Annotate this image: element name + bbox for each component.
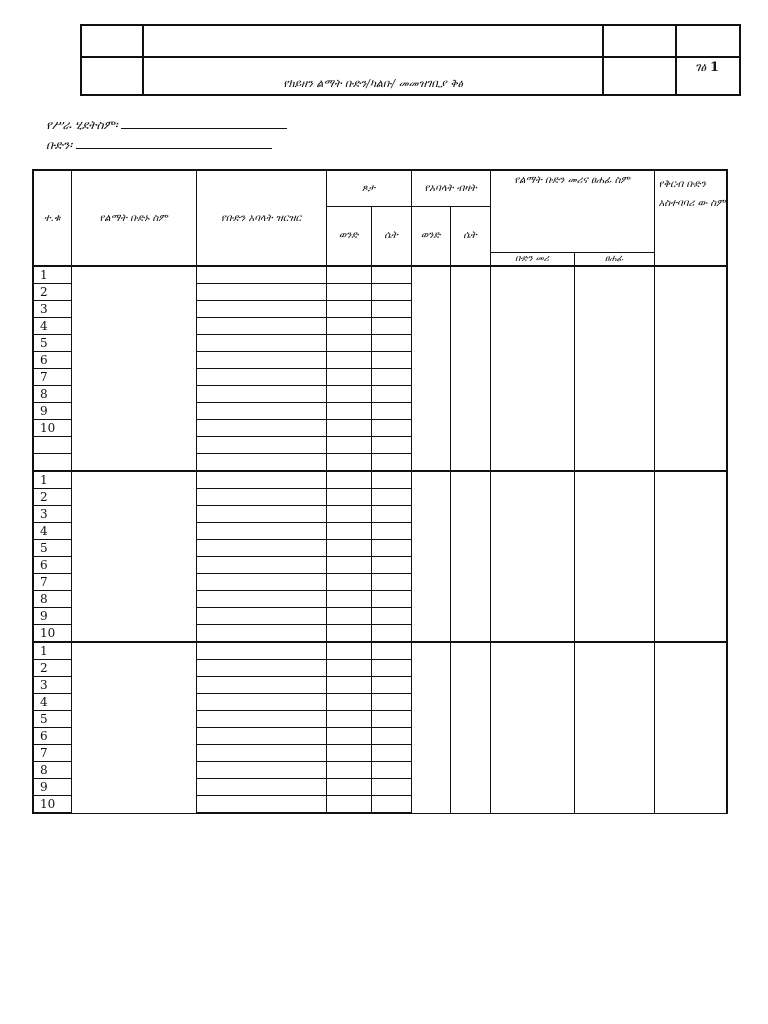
sex-male-cell[interactable] xyxy=(326,352,371,369)
sex-female-cell[interactable] xyxy=(371,403,411,420)
sex-female-cell[interactable] xyxy=(371,796,411,814)
member-name-cell[interactable] xyxy=(196,335,326,352)
secretary-cell[interactable] xyxy=(574,471,654,642)
member-name-cell[interactable] xyxy=(196,386,326,403)
member-name-cell[interactable] xyxy=(196,608,326,625)
sex-male-cell[interactable] xyxy=(326,728,371,745)
sex-male-cell[interactable] xyxy=(326,694,371,711)
secretary-cell[interactable] xyxy=(574,642,654,813)
sex-female-cell[interactable] xyxy=(371,352,411,369)
col-header-members-list: የቡድን አባላት ዝርዝር xyxy=(196,170,326,266)
sex-female-cell[interactable] xyxy=(371,386,411,403)
header-page-cell xyxy=(676,57,740,95)
sex-male-cell[interactable] xyxy=(326,762,371,779)
header-title-cell xyxy=(143,57,603,95)
col-header-team-name: የልማት ቡድኑ ስም xyxy=(71,170,196,266)
sex-male-cell[interactable] xyxy=(326,557,371,574)
sex-female-cell[interactable] xyxy=(371,591,411,608)
sex-female-cell[interactable] xyxy=(371,728,411,745)
sex-female-cell[interactable] xyxy=(371,694,411,711)
sex-female-cell[interactable] xyxy=(371,660,411,677)
row-number-cell[interactable]: 4 xyxy=(33,694,71,711)
row-number-cell[interactable]: 1 xyxy=(33,266,71,284)
sex-female-cell[interactable] xyxy=(371,523,411,540)
row-number-cell[interactable]: 4 xyxy=(33,523,71,540)
sex-female-cell[interactable] xyxy=(371,301,411,318)
page-number: 1 xyxy=(709,60,719,75)
col-header-secretary: ፀሐፊ xyxy=(574,252,654,266)
secretary-cell[interactable] xyxy=(574,266,654,471)
team-name-cell[interactable] xyxy=(71,642,196,813)
sex-female-cell[interactable] xyxy=(371,779,411,796)
row-number-cell[interactable] xyxy=(33,437,71,454)
col-header-sex-male: ወንድ xyxy=(326,206,371,266)
row-number-cell[interactable]: 8 xyxy=(33,386,71,403)
table-row xyxy=(33,642,727,660)
sex-female-cell[interactable] xyxy=(371,489,411,506)
row-number-cell[interactable]: 7 xyxy=(33,369,71,386)
table-row xyxy=(33,266,727,284)
row-number-cell[interactable]: 2 xyxy=(33,660,71,677)
member-name-cell[interactable] xyxy=(196,796,326,814)
member-name-cell[interactable] xyxy=(196,557,326,574)
sex-male-cell[interactable] xyxy=(326,284,371,301)
sex-male-cell[interactable] xyxy=(326,660,371,677)
team-name-cell[interactable] xyxy=(71,266,196,471)
coordinator-cell[interactable] xyxy=(654,266,727,471)
member-name-cell[interactable] xyxy=(196,625,326,643)
team-leader-cell[interactable] xyxy=(490,266,574,471)
team-leader-cell[interactable] xyxy=(490,642,574,813)
member-name-cell[interactable] xyxy=(196,779,326,796)
sex-female-cell[interactable] xyxy=(371,335,411,352)
sex-male-cell[interactable] xyxy=(326,574,371,591)
row-number-cell[interactable]: 8 xyxy=(33,762,71,779)
sex-male-cell[interactable] xyxy=(326,540,371,557)
sex-female-cell[interactable] xyxy=(371,454,411,472)
sex-female-cell[interactable] xyxy=(371,677,411,694)
member-name-cell[interactable] xyxy=(196,762,326,779)
sex-male-cell[interactable] xyxy=(326,318,371,335)
sex-male-cell[interactable] xyxy=(326,608,371,625)
sex-female-cell[interactable] xyxy=(371,557,411,574)
header-logo-cell-2 xyxy=(81,57,143,95)
col-header-coordinator: የቅርብ ቡድን አስተባባሪ ው ስም xyxy=(654,170,727,266)
row-number-cell[interactable]: 5 xyxy=(33,335,71,352)
member-name-cell[interactable] xyxy=(196,471,326,489)
sex-male-cell[interactable] xyxy=(326,796,371,814)
team-leader-cell[interactable] xyxy=(490,471,574,642)
header-code-cell-2 xyxy=(603,57,676,95)
member-name-cell[interactable] xyxy=(196,745,326,762)
team-group-1 xyxy=(33,266,727,471)
row-number-cell[interactable]: 3 xyxy=(33,301,71,318)
member-name-cell[interactable] xyxy=(196,352,326,369)
member-name-cell[interactable] xyxy=(196,660,326,677)
member-name-cell[interactable] xyxy=(196,523,326,540)
row-number-cell[interactable]: 6 xyxy=(33,728,71,745)
team-group-3 xyxy=(33,642,727,813)
row-number-cell[interactable]: 10 xyxy=(33,625,71,643)
sex-female-cell[interactable] xyxy=(371,540,411,557)
sex-female-cell[interactable] xyxy=(371,420,411,437)
row-number-cell[interactable]: 2 xyxy=(33,284,71,301)
member-name-cell[interactable] xyxy=(196,540,326,557)
team-input-line[interactable] xyxy=(76,137,272,149)
member-name-cell[interactable] xyxy=(196,420,326,437)
sex-male-cell[interactable] xyxy=(326,386,371,403)
sex-male-cell[interactable] xyxy=(326,266,371,284)
sex-male-cell[interactable] xyxy=(326,301,371,318)
sex-male-cell[interactable] xyxy=(326,779,371,796)
member-name-cell[interactable] xyxy=(196,642,326,660)
sex-male-cell[interactable] xyxy=(326,506,371,523)
sex-female-cell[interactable] xyxy=(371,608,411,625)
sex-female-cell[interactable] xyxy=(371,506,411,523)
row-number-cell[interactable]: 9 xyxy=(33,608,71,625)
document-header xyxy=(80,24,741,96)
sex-female-cell[interactable] xyxy=(371,369,411,386)
row-number-cell[interactable]: 5 xyxy=(33,711,71,728)
team-group-2 xyxy=(33,471,727,642)
member-name-cell[interactable] xyxy=(196,489,326,506)
count-female-cell[interactable] xyxy=(450,266,490,471)
col-header-sex-female: ሴት xyxy=(371,206,411,266)
sex-male-cell[interactable] xyxy=(326,642,371,660)
team-label: ቡድን፡ xyxy=(46,138,73,152)
row-number-cell[interactable]: 7 xyxy=(33,745,71,762)
row-number-cell[interactable]: 5 xyxy=(33,540,71,557)
member-name-cell[interactable] xyxy=(196,437,326,454)
row-number-cell[interactable]: 10 xyxy=(33,796,71,814)
row-number-cell[interactable]: 9 xyxy=(33,779,71,796)
member-name-cell[interactable] xyxy=(196,574,326,591)
sex-male-cell[interactable] xyxy=(326,523,371,540)
member-name-cell[interactable] xyxy=(196,301,326,318)
count-male-cell[interactable] xyxy=(411,642,450,813)
sex-female-cell[interactable] xyxy=(371,471,411,489)
row-number-cell[interactable] xyxy=(33,454,71,472)
table-row xyxy=(33,471,727,489)
col-header-count-female: ሴት xyxy=(450,206,490,266)
sex-male-cell[interactable] xyxy=(326,711,371,728)
count-male-cell[interactable] xyxy=(411,471,450,642)
count-female-cell[interactable] xyxy=(450,471,490,642)
member-name-cell[interactable] xyxy=(196,711,326,728)
sex-male-cell[interactable] xyxy=(326,437,371,454)
header-blank-cell xyxy=(676,25,740,57)
sex-male-cell[interactable] xyxy=(326,420,371,437)
col-header-team-leader: ቡድን መሪ xyxy=(490,252,574,266)
col-header-no: ተ.ቁ xyxy=(33,170,71,266)
header-code-cell xyxy=(603,25,676,57)
member-name-cell[interactable] xyxy=(196,677,326,694)
row-number-cell[interactable]: 3 xyxy=(33,677,71,694)
sex-female-cell[interactable] xyxy=(371,762,411,779)
row-number-cell[interactable]: 2 xyxy=(33,489,71,506)
sex-female-cell[interactable] xyxy=(371,711,411,728)
sex-male-cell[interactable] xyxy=(326,677,371,694)
row-number-cell[interactable]: 8 xyxy=(33,591,71,608)
member-name-cell[interactable] xyxy=(196,728,326,745)
col-header-sex: ጾታ xyxy=(326,170,411,206)
work-process-field xyxy=(46,117,287,133)
row-number-cell[interactable]: 3 xyxy=(33,506,71,523)
coordinator-cell[interactable] xyxy=(654,642,727,813)
row-number-cell[interactable]: 4 xyxy=(33,318,71,335)
col-header-member-count: የአባላት ብዛት xyxy=(411,170,490,206)
header-org-cell xyxy=(143,25,603,57)
sex-male-cell[interactable] xyxy=(326,471,371,489)
sex-female-cell[interactable] xyxy=(371,437,411,454)
count-female-cell[interactable] xyxy=(450,642,490,813)
member-name-cell[interactable] xyxy=(196,591,326,608)
member-name-cell[interactable] xyxy=(196,694,326,711)
sex-female-cell[interactable] xyxy=(371,625,411,643)
row-number-cell[interactable]: 9 xyxy=(33,403,71,420)
sex-male-cell[interactable] xyxy=(326,591,371,608)
row-number-cell[interactable]: 1 xyxy=(33,471,71,489)
team-name-cell[interactable] xyxy=(71,471,196,642)
sex-female-cell[interactable] xyxy=(371,745,411,762)
member-name-cell[interactable] xyxy=(196,266,326,284)
sex-male-cell[interactable] xyxy=(326,745,371,762)
member-name-cell[interactable] xyxy=(196,454,326,472)
header-logo-cell xyxy=(81,25,143,57)
work-process-input-line[interactable] xyxy=(121,117,287,129)
count-male-cell[interactable] xyxy=(411,266,450,471)
registration-table xyxy=(32,169,728,814)
sex-male-cell[interactable] xyxy=(326,454,371,472)
member-name-cell[interactable] xyxy=(196,318,326,335)
member-name-cell[interactable] xyxy=(196,506,326,523)
work-process-label: የሥራ ሂደትስም፡ xyxy=(46,118,118,132)
sex-male-cell[interactable] xyxy=(326,369,371,386)
sex-male-cell[interactable] xyxy=(326,335,371,352)
row-number-cell[interactable]: 6 xyxy=(33,352,71,369)
member-name-cell[interactable] xyxy=(196,403,326,420)
col-header-count-male: ወንድ xyxy=(411,206,450,266)
sex-female-cell[interactable] xyxy=(371,284,411,301)
row-number-cell[interactable]: 6 xyxy=(33,557,71,574)
sex-male-cell[interactable] xyxy=(326,403,371,420)
document-title: የክይዘን ልማት ቡድን/ካልቡ/ መመዝገቢያ ቅፅ xyxy=(283,77,463,90)
sex-female-cell[interactable] xyxy=(371,574,411,591)
sex-male-cell[interactable] xyxy=(326,489,371,506)
sex-female-cell[interactable] xyxy=(371,318,411,335)
col-header-leader-secretary: የልማት ቡድን መሪና ፀሐፊ ስም xyxy=(490,170,654,252)
row-number-cell[interactable]: 7 xyxy=(33,574,71,591)
page-label: ገፅ 1 xyxy=(694,60,719,75)
sex-female-cell[interactable] xyxy=(371,266,411,284)
member-name-cell[interactable] xyxy=(196,369,326,386)
coordinator-cell[interactable] xyxy=(654,471,727,642)
member-name-cell[interactable] xyxy=(196,284,326,301)
sex-female-cell[interactable] xyxy=(371,642,411,660)
row-number-cell[interactable]: 1 xyxy=(33,642,71,660)
row-number-cell[interactable]: 10 xyxy=(33,420,71,437)
sex-male-cell[interactable] xyxy=(326,625,371,643)
team-field xyxy=(46,137,272,153)
